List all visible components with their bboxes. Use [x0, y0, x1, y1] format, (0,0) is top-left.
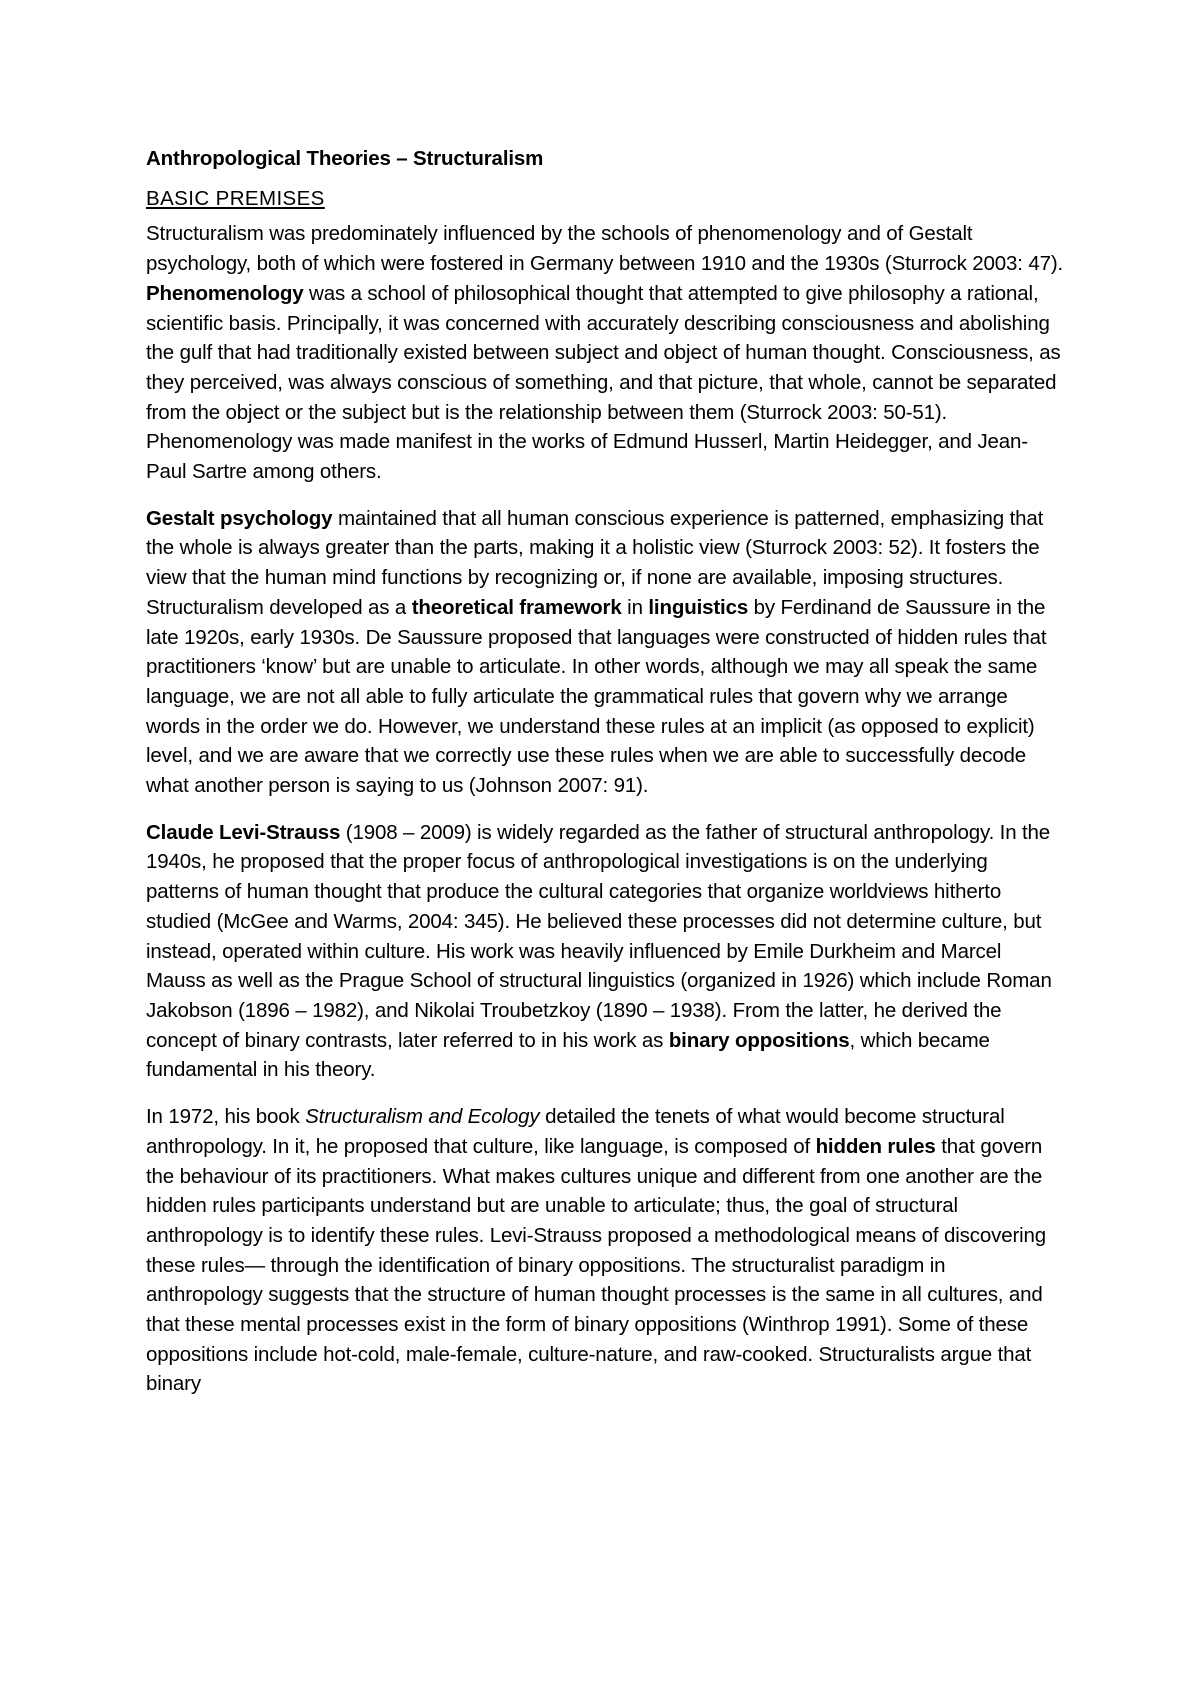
bold-term-theoretical-framework: theoretical framework	[411, 595, 622, 619]
text-run: in	[621, 595, 649, 619]
text-run: , which became fundamental in his theory.	[146, 1028, 990, 1082]
text-run: maintained that all human conscious experience is patterned, emphasizing that the whole is always greater than the parts, making it a holistic view (Sturrock 2003: 52). It fosters the view that the human mind functions by recognizing or, if none are available, imposing structures.	[146, 506, 1044, 590]
document-title: Anthropological Theories – Structuralism	[146, 147, 544, 170]
bold-term-binary-oppositions: binary oppositions	[668, 1028, 850, 1052]
document-page	[146, 144, 1066, 1399]
text-run: that govern the behaviour of its practitioners. What makes cultures unique and different from one another are the hidden rules participants understand but are unable to articulate; thus, the goal of structural anthropology is to identify these rules. Levi-Strauss proposed a methodological means of discovering these rules— through the identification of binary oppositions. The structuralist paradigm in anthropology suggests that the structure of human thought processes is the same in all cultures, and that these mental processes exist in the form of binary oppositions (Winthrop 1991). Some of these oppositions include hot-cold, male-female, culture-nature, and raw-cooked. Structuralists argue that binary	[146, 1134, 1047, 1396]
text-run: detailed the tenets of what would become structural anthropology. In it, he proposed that culture, like language, is composed of	[146, 1105, 1005, 1158]
bold-term-gestalt-psychology: Gestalt psychology	[146, 506, 333, 530]
bold-term-phenomenology: Phenomenology	[146, 281, 304, 305]
text-run: Structuralism was predominately influenced by the schools of phenomenology and of Gestalt psychology, both of which were fostered in Germany between 1910 and the 1930s (Sturrock 2003: 47).	[146, 222, 1064, 276]
text-run: was a school of philosophical thought that attempted to give philosophy a rational, scientific basis. Principally, it was concerned with accurately describing consciousness and abolishing the gulf that had traditionally existed between subject and object of human thought. Consciousness, as they perceived, was always conscious of something, and that picture, that whole, cannot be separated from the object or the subject but is the relationship between them (Sturrock 2003: 50-51). Phenomenology was made manifest in the works of Edmund Husserl, Martin Heidegger, and Jean-Paul Sartre among others.	[146, 281, 1061, 484]
section-heading-basic-premises: BASIC PREMISES	[146, 186, 325, 210]
text-run: In 1972, his book	[146, 1105, 306, 1129]
text-run: by Ferdinand de Saussure in the late 1920s, early 1930s. De Saussure proposed that languages were constructed of hidden rules that practitioners ‘know’ but are unable to articulate. In other words, although we may all speak the same language, we are not all able to fully articulate the grammatical rules that govern why we arrange words in the order we do. However, we understand these rules at an implicit (as opposed to explicit) level, and we are aware that we correctly use these rules when we are able to successfully decode what another person is saying to us (Johnson 2007: 91).	[146, 595, 1047, 798]
text-run: (1908 – 2009) is widely regarded as the father of structural anthropology. In the 1940s, he proposed that the proper focus of anthropological investigations is on the underlying patterns of human thought that produce the cultural categories that organize worldviews hitherto studied (McGee and Warms, 2004: 345). He believed these processes did not determine culture, but instead, operated within culture. His work was heavily influenced by Emile Durkheim and Marcel Mauss as well as the Prague School of structural linguistics (organized in 1926) which include Roman Jakobson (1896 – 1982), and Nikolai Troubetzkoy (1890 – 1938). From the latter, he derived the concept of binary contrasts, later referred to in his work as	[146, 820, 1052, 1052]
book-title-italic: Structuralism and Ecology	[305, 1105, 540, 1129]
paragraph-gestalt	[146, 504, 1066, 593]
paragraph-structuralism-ecology	[146, 1102, 1066, 1399]
paragraph-levi-strauss	[146, 818, 1066, 1085]
text-run: Structuralism developed as a	[146, 595, 412, 619]
paragraph-phenomenology	[146, 219, 1066, 486]
bold-term-linguistics: linguistics	[648, 595, 749, 619]
bold-term-hidden-rules: hidden rules	[815, 1134, 936, 1158]
paragraph-saussure	[146, 593, 1066, 801]
bold-term-claude-levi-strauss: Claude Levi-Strauss	[146, 820, 341, 844]
